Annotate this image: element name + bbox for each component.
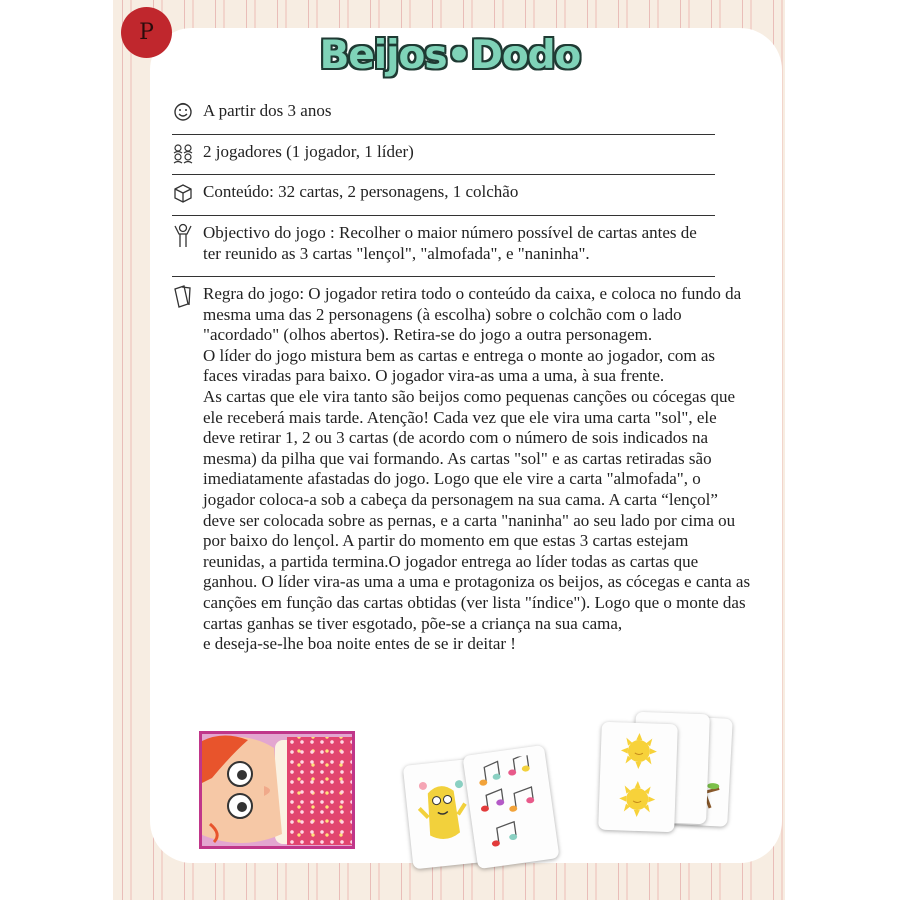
- rules-body: [203, 284, 751, 655]
- sun-card: [598, 722, 678, 833]
- game-cards-illustration: [404, 748, 556, 878]
- sun-icon: [608, 730, 667, 824]
- music-notes-card: [462, 745, 559, 869]
- rules-paragraph: O líder do jogo mistura bem as cartas e entrega o monte ao jogador, com as faces viradas para baixo. O jogador vira-as uma a uma, à sua frente.: [203, 345, 715, 386]
- box-icon: [172, 182, 194, 204]
- objective-line: ter reunido as 3 cartas "lençol", "almofada", e "naninha".: [203, 243, 590, 263]
- rules-paragraph: Regra do jogo: O jogador retira todo o conteúdo da caixa, e coloca no fundo da mesma uma das 2 personagens (à escolha) sobre o colchão com o lado "acordado" (olhos abertos). Retira-se do jogo a outra personagem.: [203, 284, 742, 345]
- quilt: [287, 737, 353, 845]
- divider: [172, 215, 715, 216]
- players-icon: [172, 142, 194, 164]
- cards-icon: [172, 284, 194, 308]
- rules-paragraph: e deseja-se-lhe boa noite entes de se ir deitar !: [203, 634, 516, 654]
- objective-line: Objectivo do jogo : Recolher o maior número possível de cartas antes de: [203, 223, 697, 242]
- sun-cards-illustration: [596, 711, 746, 841]
- contents-row: [172, 182, 717, 206]
- music-notes-icon: [470, 754, 553, 861]
- monster-icon: [414, 774, 472, 859]
- divider: [172, 276, 715, 277]
- divider: [172, 134, 715, 135]
- game-title: Beijos•Dodo: [319, 33, 581, 78]
- character-in-bed-illustration: [199, 731, 355, 849]
- contents-text: Conteúdo: 32 cartas, 2 personagens, 1 colchão: [203, 182, 519, 201]
- age-text: A partir dos 3 anos: [203, 101, 332, 120]
- age-row: [172, 101, 717, 125]
- players-row: [172, 142, 717, 166]
- rules-paragraph: As cartas que ele vira tanto são beijos como pequenas canções ou cócegas que ele receberá mais tarde. Atenção! Cada vez que ele vira uma carta "sol", ele deve retirar 1, 2 ou 3 cartas (de acordo com o número de sois indicados na mesma) da pilha que vai formando. As cartas "sol" e as cartas retiradas são imediatamente afastadas do jogo. Logo que ele vire a carta "almofada", o jogador coloca-a sob a cabeça da personagem na sua cama. A carta “lençol” deve ser colocada sobre as pernas, e a carta "naninha" ao seu lado por cima ou por baixo do lençol. A partir do momento em que estas 3 cartas estejam reunidas, a partida termina.O jogador entrega ao líder todas as cartas que ganhou. O líder vira-as uma a uma e protagoniza os beijos, as cócegas e canta as canções em função das cartas obtidas (ver lista "índice"). Logo que o monte das cartas ganhas se tiver esgotado, põe-se a criança na sua cama,: [203, 386, 751, 633]
- objective-text: [203, 223, 717, 264]
- person-icon: [172, 223, 194, 249]
- divider: [172, 174, 715, 175]
- smiley-icon: [172, 101, 194, 123]
- players-text: 2 jogadores (1 jogador, 1 líder): [203, 142, 414, 161]
- objective-row: [172, 223, 717, 267]
- page-letter-badge: P: [121, 7, 172, 58]
